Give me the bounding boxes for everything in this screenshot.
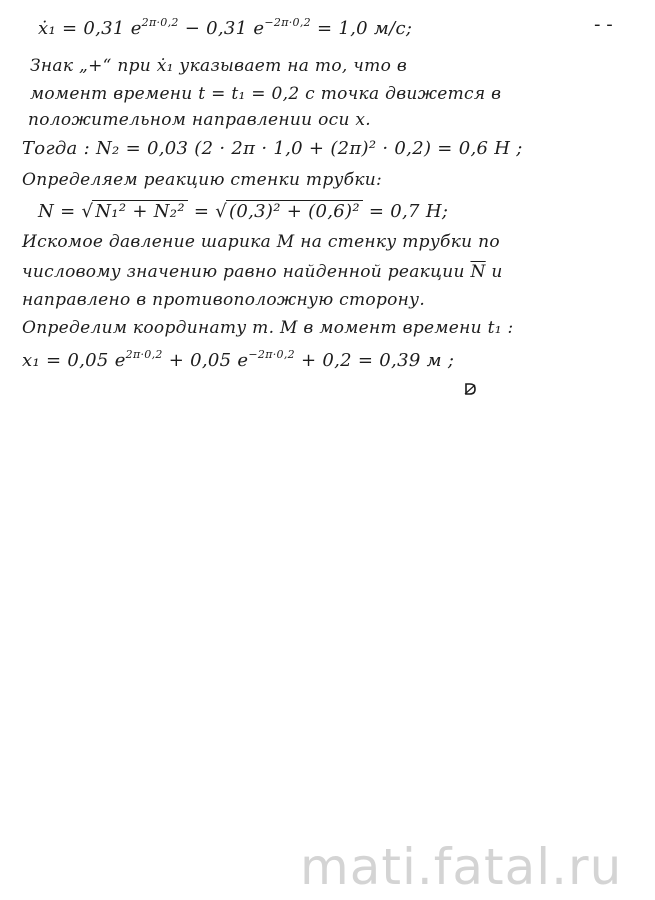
- equation-coordinate-part1: x₁ = 0,05 e: [22, 350, 126, 371]
- equation-coordinate-part3: + 0,2 = 0,39 м ;: [300, 350, 455, 371]
- equation-velocity-part2: − 0,31 e: [184, 18, 265, 39]
- text-line-coordinate: Определим координату т. М в момент времени t₁ :: [22, 318, 514, 338]
- equation-coordinate: [22, 347, 455, 371]
- equation-coordinate-exponent2: −2π·0,2: [248, 347, 295, 361]
- equation-velocity: [38, 15, 413, 39]
- equation-reaction-part2: = √: [187, 201, 228, 222]
- stamp-mark-icon: [463, 382, 477, 396]
- equation-reaction-part1: N = √: [38, 201, 94, 222]
- watermark-text: mati.fatal.ru: [300, 838, 623, 896]
- equation-reaction-radicand2: (0,3)² + (0,6)²: [226, 200, 363, 222]
- vector-n-symbol: $\overline{N}$: [470, 262, 486, 282]
- equation-velocity-part1: ẋ₁ = 0,31 e: [38, 18, 142, 39]
- equation-velocity-exponent1: 2π·0,2: [141, 15, 179, 29]
- text-line-moment: момент времени t = t₁ = 0,2 с точка движется в: [30, 84, 502, 104]
- text-line-opposite: направлено в противоположную сторону.: [22, 290, 426, 310]
- equation-coordinate-exponent1: 2π·0,2: [125, 347, 163, 361]
- text-line-sign: Знак „+“ при ẋ₁ указывает на то, что в: [30, 56, 408, 76]
- text-line-pressure: Искомое давление шарика М на стенку трубки по: [22, 232, 500, 252]
- equation-normal-force-n2: Тогда : N₂ = 0,03 (2 · 2π · 1,0 + (2π)² · 0,2) = 0,6 Н ;: [22, 138, 523, 159]
- equation-velocity-exponent2: −2π·0,2: [264, 15, 311, 29]
- text-line-numeric-part1: числовому значению равно найденной реакции: [22, 262, 471, 282]
- equation-coordinate-part2: + 0,05 e: [168, 350, 249, 371]
- equation-reaction-magnitude: [38, 200, 448, 222]
- equation-reaction-radicand1: N₁² + N₂²: [92, 200, 188, 222]
- text-line-direction: положительном направлении оси x.: [28, 110, 371, 130]
- text-line-reaction: Определяем реакцию стенки трубки:: [22, 170, 383, 190]
- equation-reaction-part3: = 0,7 Н;: [362, 201, 449, 222]
- equation-velocity-part3: = 1,0 м/с;: [316, 18, 413, 39]
- corner-dash-mark: - -: [594, 14, 613, 35]
- text-line-numeric-value: [22, 262, 503, 282]
- text-line-numeric-part2: и: [485, 262, 503, 282]
